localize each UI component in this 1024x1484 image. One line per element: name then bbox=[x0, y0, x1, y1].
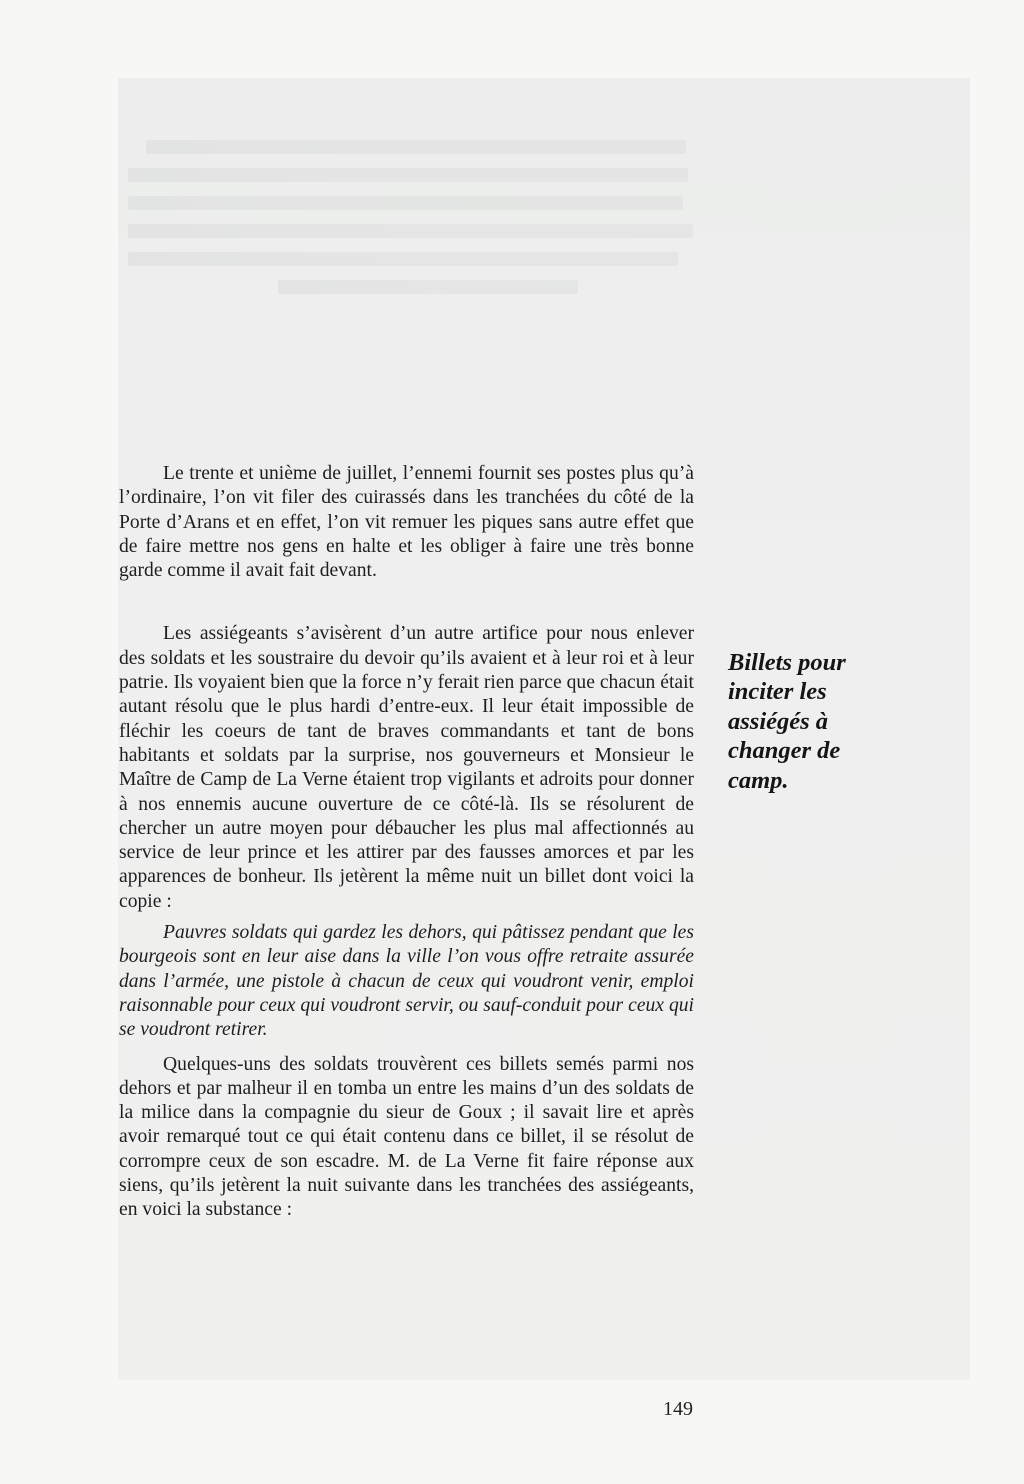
margin-sidenote bbox=[728, 648, 928, 795]
sidenote-line: changer de bbox=[728, 737, 841, 765]
paragraph-juillet: Le trente et unième de juillet, l’ennemi fournit ses postes plus qu’à l’ordinaire, l’on vit filer des cuirassés dans les tranchées du côté de la Porte d’Arans et en effet, l’on vit remuer les piques sans autre effet que de faire mettre nos gens en halte et les obliger à faire une très bonne garde comme il avait fait devant. bbox=[119, 463, 694, 582]
page-number: 149 bbox=[663, 1398, 693, 1420]
sidenote-line: assiégés à bbox=[728, 707, 829, 735]
paragraph-soldats: Quelques-uns des soldats trouvèrent ces billets semés parmi nos dehors et par malheur il en tomba un entre les mains d’un des soldats de la milice dans la compagnie du sieur de Goux ; il savait lire et après avoir remarqué tout ce qui était contenu dans ce billet, il se résolut de corrompre ceux de son escadre. M. de La Verne fit faire réponse aux siens, qu’ils jetèrent la nuit suivante dans les tranchées des assiégeants, en voici la substance : bbox=[119, 1053, 694, 1221]
sidenote-line: camp. bbox=[728, 766, 789, 794]
main-text-column bbox=[119, 462, 694, 1223]
sidenote-line: Billets pour bbox=[728, 649, 846, 676]
sidenote-line: inciter les bbox=[728, 678, 827, 706]
paragraph-artifice: Les assiégeants s’avisèrent d’un autre artifice pour nous enlever des soldats et les soustraire du devoir qu’ils avaient et à leur roi et à leur patrie. Ils voyaient bien que la force n’y ferait rien parce que chacun était autant résolu que le plus hardi d’entre-eux. Il leur était impossible de fléchir les coeurs de tant de braves commandants et tant de bons habitants et soldats par la surprise, nos gouverneurs et Monsieur le Maître de Camp de La Verne étaient trop vigilants et adroits pour donner à nos ennemis aucune ouverture de ce côté-là. Ils se résolurent de chercher un autre moyen pour débaucher les plus mal affectionnés au service de leur prince et les attirer par des fausses amorces et par les apparences de bonheur. Ils jetèrent la même nuit un billet dont voici la copie : bbox=[119, 623, 694, 912]
billet-quote: Pauvres soldats qui gardez les dehors, qui pâtissez pendant que les bourgeois sont en leur aise dans la ville l’on vous offre retraite assurée dans l’armée, une pistole à chacun de ceux qui voudront venir, emploi raisonnable pour ceux qui voudront servir, ou sauf-conduit pour ceux qui se voudront retirer. bbox=[119, 922, 694, 1041]
bleed-through-text-shadow bbox=[128, 140, 698, 308]
